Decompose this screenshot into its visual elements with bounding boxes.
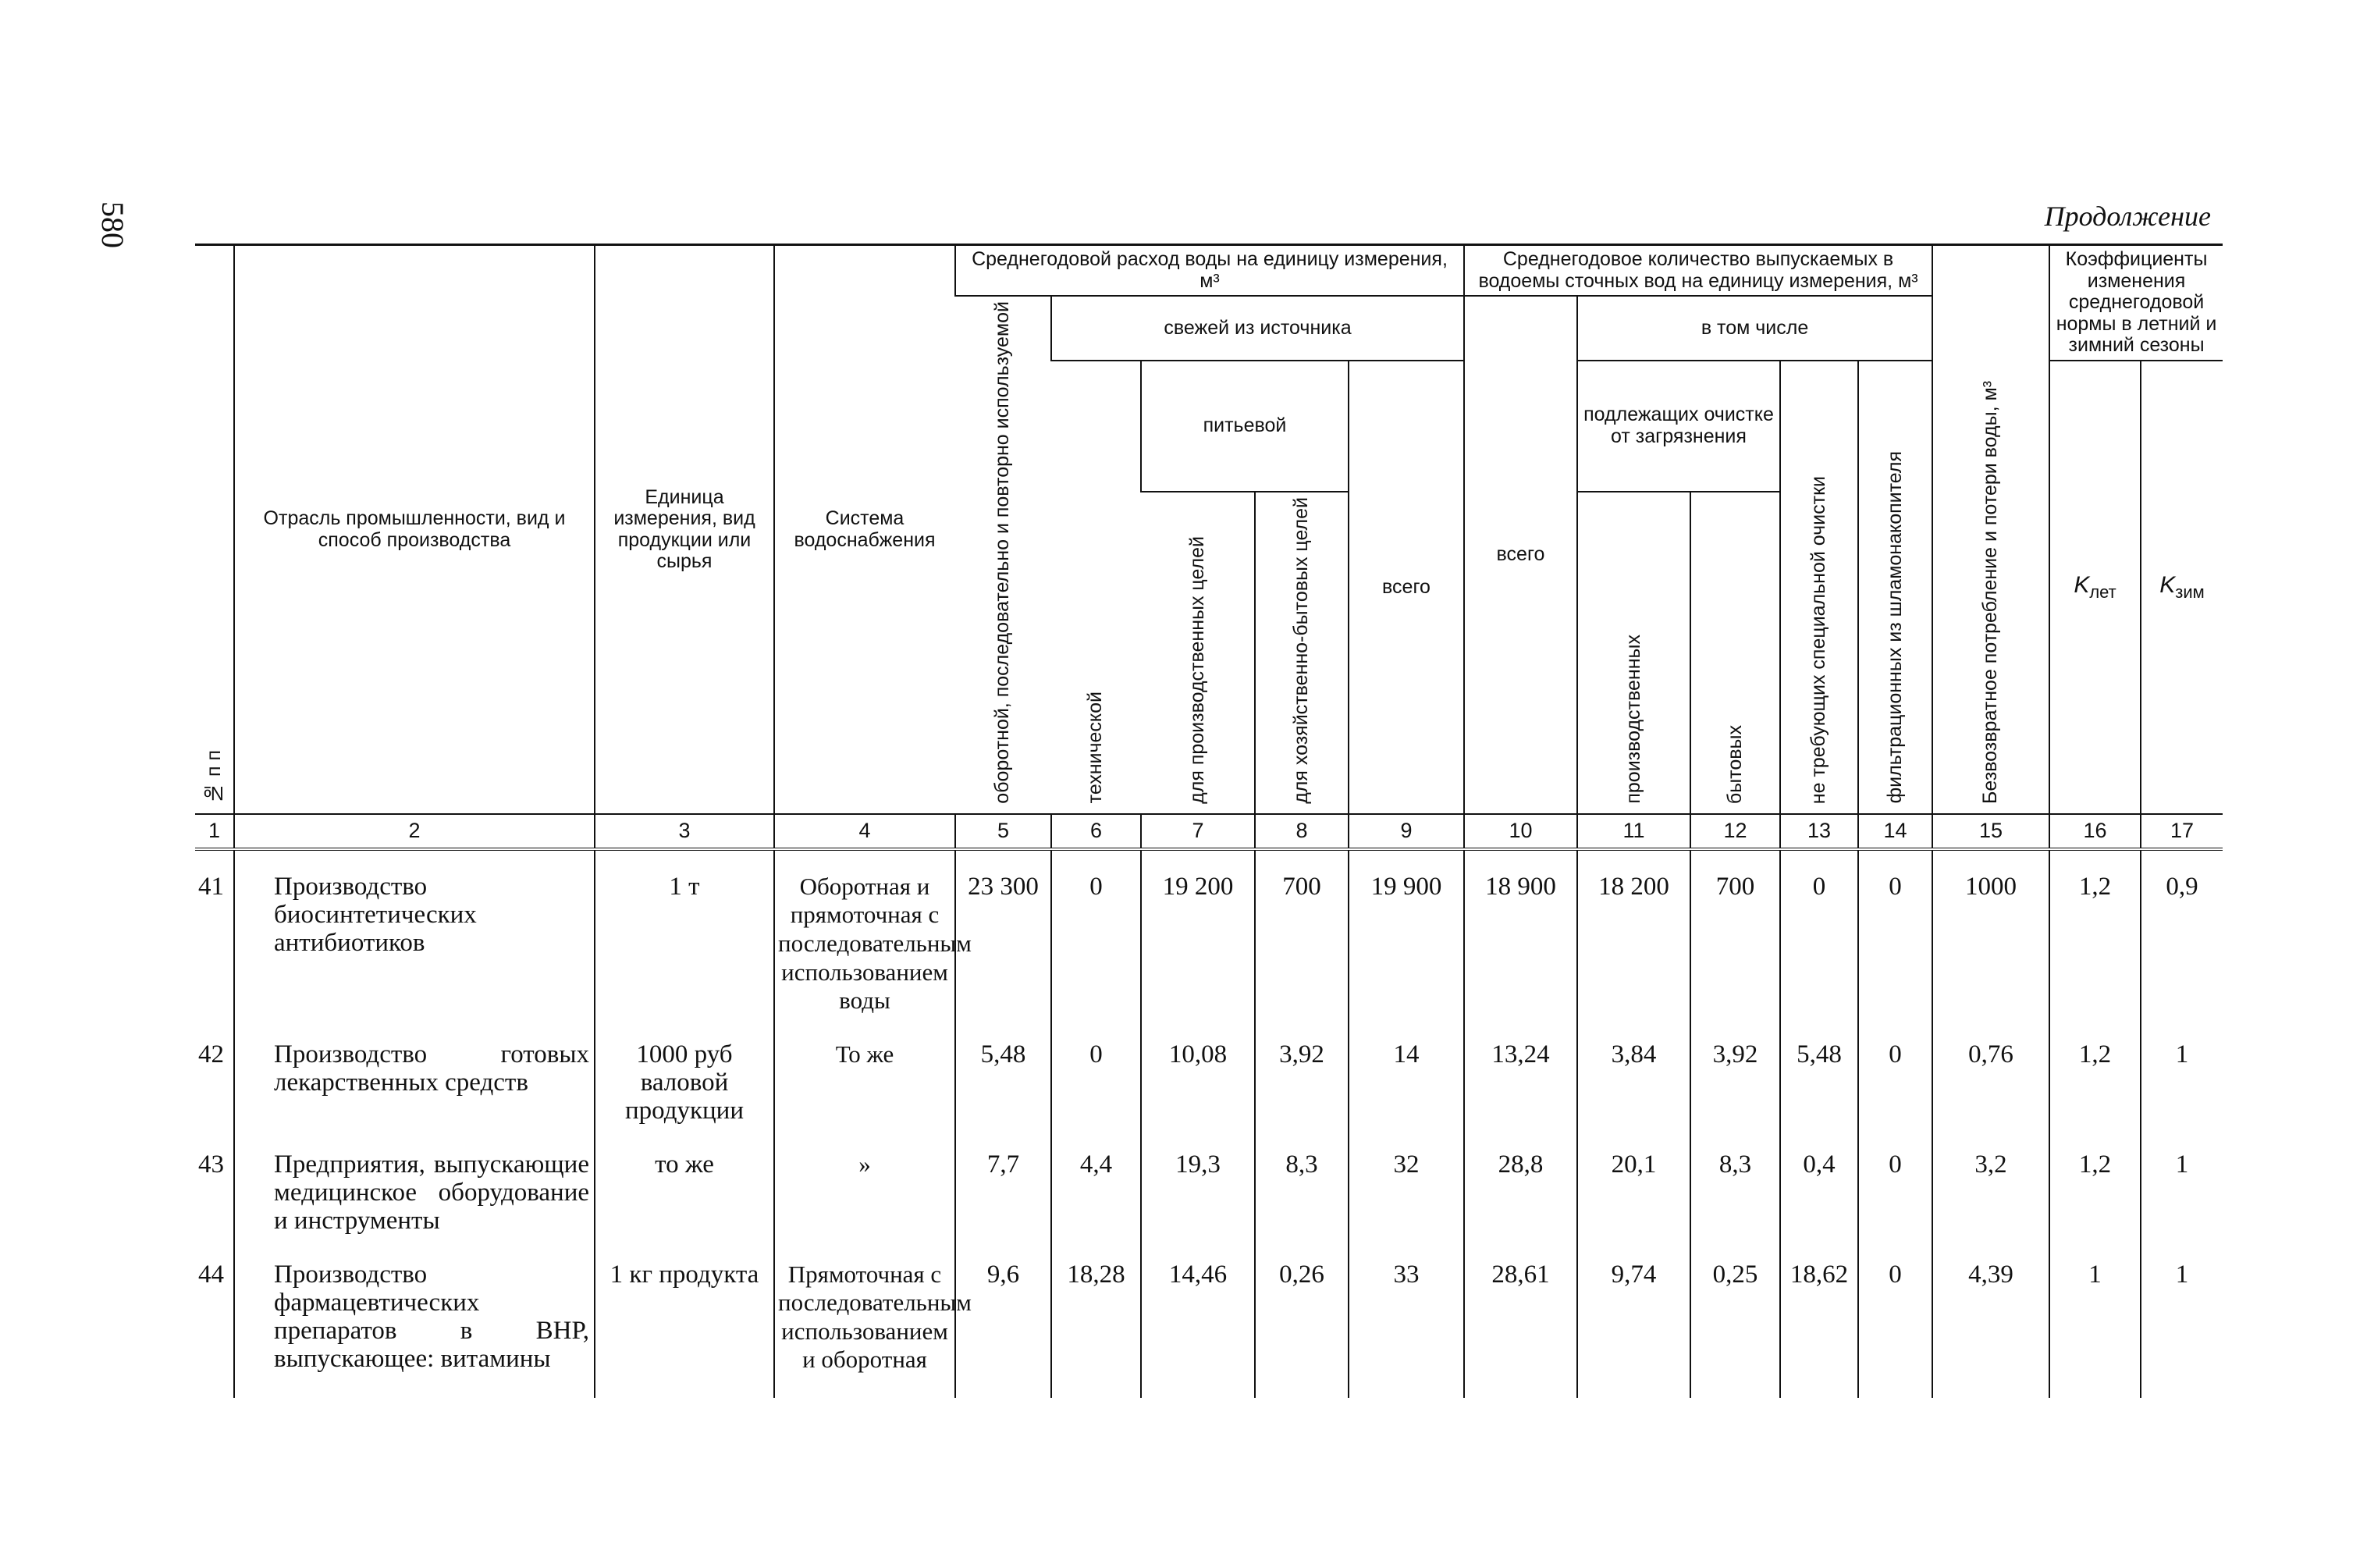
value-cell: 14,46 bbox=[1141, 1239, 1255, 1398]
column-number: 17 bbox=[2141, 814, 2223, 849]
row-number: 44 bbox=[198, 1260, 224, 1289]
value-cell: 19 900 bbox=[1349, 849, 1464, 1019]
header-k-summer: $K_{лет}$ bbox=[2049, 361, 2141, 815]
header-coef-group: Коэффициенты изменения среднегодовой нормы в летний и зимний сезоны bbox=[2049, 245, 2223, 361]
water-consumption-table bbox=[195, 244, 2223, 1398]
value-cell: 0,26 bbox=[1255, 1239, 1349, 1398]
value-cell: 4,4 bbox=[1051, 1129, 1141, 1239]
column-number: 11 bbox=[1577, 814, 1690, 849]
header-recycled: оборотной, последовательно и повторно используемой bbox=[991, 301, 1014, 804]
value-cell: 3,92 bbox=[1690, 1019, 1780, 1129]
header-unit: Единица измерения, вид продукции или сырья bbox=[595, 245, 774, 815]
value-cell: 19,3 bbox=[1141, 1129, 1255, 1239]
page-number: 580 bbox=[95, 201, 130, 248]
value-cell: 1 bbox=[2141, 1019, 2223, 1129]
value-cell: 33 bbox=[1349, 1239, 1464, 1398]
header-consumption-group: Среднегодовой расход воды на единицу измерения, м³ bbox=[955, 245, 1464, 297]
value-cell: 1,2 bbox=[2049, 849, 2141, 1019]
value-cell: 0,4 bbox=[1780, 1129, 1858, 1239]
table-row bbox=[195, 849, 2223, 1019]
value-cell: 5,48 bbox=[955, 1019, 1051, 1129]
header-domestic: бытовых bbox=[1690, 492, 1780, 814]
header-production-purposes: для производственных целей bbox=[1185, 535, 1208, 804]
value-cell: 14 bbox=[1349, 1019, 1464, 1129]
column-number: 12 bbox=[1690, 814, 1780, 849]
value-cell: 7,7 bbox=[955, 1129, 1051, 1239]
value-cell: 9,74 bbox=[1577, 1239, 1690, 1398]
header-discharge-group: Среднегодовое количество выпускаемых в водоемы сточных вод на единицу измерения, м³ bbox=[1464, 245, 1932, 297]
value-cell: 18 900 bbox=[1464, 849, 1577, 1019]
value-cell: 19 200 bbox=[1141, 849, 1255, 1019]
column-number: 1 bbox=[195, 814, 234, 849]
unit-cell: 1 т bbox=[595, 849, 774, 1019]
value-cell: 0,9 bbox=[2141, 849, 2223, 1019]
value-cell: 1 bbox=[2049, 1239, 2141, 1398]
header-consumption-total: всего bbox=[1349, 361, 1464, 815]
industry-cell: Производство готовых лекарственных средств bbox=[234, 1019, 595, 1129]
industry-cell: Производство биосинтетических антибиотиков bbox=[234, 849, 595, 1019]
value-cell: 1,2 bbox=[2049, 1129, 2141, 1239]
header-industry: Отрасль промышленности, вид и способ производства bbox=[234, 245, 595, 815]
system-cell: То же bbox=[774, 1019, 955, 1129]
value-cell: 3,84 bbox=[1577, 1019, 1690, 1129]
value-cell: 5,48 bbox=[1780, 1019, 1858, 1129]
system-cell: Прямоточная с последовательным использованием и оборотная bbox=[774, 1239, 955, 1398]
unit-cell: то же bbox=[595, 1129, 774, 1239]
column-number-row bbox=[195, 814, 2223, 849]
industry-cell: Предприятия, выпускающие медицинское оборудование и инструменты bbox=[234, 1129, 595, 1239]
header-losses: Безвозвратное потребление и потери воды, м³ bbox=[1932, 245, 2049, 815]
value-cell: 0,76 bbox=[1932, 1019, 2049, 1129]
column-number: 7 bbox=[1141, 814, 1255, 849]
table-row bbox=[195, 1019, 2223, 1129]
row-number: 42 bbox=[198, 1040, 224, 1068]
header-k-winter: $K_{зим}$ bbox=[2141, 361, 2223, 815]
header-technical: технической bbox=[1084, 692, 1107, 804]
value-cell: 0,25 bbox=[1690, 1239, 1780, 1398]
value-cell: 0 bbox=[1051, 849, 1141, 1019]
column-number: 13 bbox=[1780, 814, 1858, 849]
value-cell: 8,3 bbox=[1255, 1129, 1349, 1239]
value-cell: 18,28 bbox=[1051, 1239, 1141, 1398]
unit-cell: 1000 руб валовой продукции bbox=[595, 1019, 774, 1129]
value-cell: 3,92 bbox=[1255, 1019, 1349, 1129]
value-cell: 10,08 bbox=[1141, 1019, 1255, 1129]
header-fresh-group: свежей из источника bbox=[1051, 296, 1464, 361]
column-number: 10 bbox=[1464, 814, 1577, 849]
value-cell: 4,39 bbox=[1932, 1239, 2049, 1398]
column-number: 4 bbox=[774, 814, 955, 849]
table-row bbox=[195, 1239, 2223, 1398]
column-number: 14 bbox=[1858, 814, 1932, 849]
row-number: 43 bbox=[198, 1150, 224, 1179]
column-number: 2 bbox=[234, 814, 595, 849]
header-requiring-treatment: подлежащих очистке от загрязнения bbox=[1577, 361, 1780, 492]
value-cell: 0 bbox=[1858, 849, 1932, 1019]
column-number: 16 bbox=[2049, 814, 2141, 849]
header-filtration: фильтрационных из шламонакопителя bbox=[1858, 361, 1932, 815]
value-cell: 18,62 bbox=[1780, 1239, 1858, 1398]
table-row bbox=[195, 1129, 2223, 1239]
value-cell: 13,24 bbox=[1464, 1019, 1577, 1129]
system-cell: Оборотная и прямоточная с последовательным использованием воды bbox=[774, 849, 955, 1019]
value-cell: 3,2 bbox=[1932, 1129, 2049, 1239]
value-cell: 20,1 bbox=[1577, 1129, 1690, 1239]
value-cell: 1,2 bbox=[2049, 1019, 2141, 1129]
value-cell: 0 bbox=[1858, 1129, 1932, 1239]
column-number: 9 bbox=[1349, 814, 1464, 849]
value-cell: 0 bbox=[1780, 849, 1858, 1019]
value-cell: 8,3 bbox=[1690, 1129, 1780, 1239]
value-cell: 0 bbox=[1858, 1019, 1932, 1129]
header-drinking-group: питьевой bbox=[1141, 361, 1349, 492]
value-cell: 0 bbox=[1858, 1239, 1932, 1398]
column-number: 8 bbox=[1255, 814, 1349, 849]
unit-cell: 1 кг продукта bbox=[595, 1239, 774, 1398]
value-cell: 0 bbox=[1051, 1019, 1141, 1129]
value-cell: 28,8 bbox=[1464, 1129, 1577, 1239]
value-cell: 1 bbox=[2141, 1239, 2223, 1398]
value-cell: 28,61 bbox=[1464, 1239, 1577, 1398]
value-cell: 1000 bbox=[1932, 849, 2049, 1019]
header-household-purposes: для хозяйственно-бытовых целей bbox=[1255, 492, 1349, 814]
row-number: 41 bbox=[198, 872, 224, 901]
value-cell: 700 bbox=[1255, 849, 1349, 1019]
header-no-treatment: не требующих специальной очистки bbox=[1780, 361, 1858, 815]
industry-cell: Производство фармацевтических препаратов в ВНР, выпускающее: витамины bbox=[234, 1239, 595, 1398]
value-cell: 9,6 bbox=[955, 1239, 1051, 1398]
header-discharge-total: всего bbox=[1464, 296, 1577, 814]
column-number: 6 bbox=[1051, 814, 1141, 849]
header-system: Система водоснабжения bbox=[774, 245, 955, 815]
value-cell: 700 bbox=[1690, 849, 1780, 1019]
value-cell: 32 bbox=[1349, 1129, 1464, 1239]
value-cell: 18 200 bbox=[1577, 849, 1690, 1019]
header-including: в том числе bbox=[1577, 296, 1932, 361]
continuation-label: Продолжение bbox=[2044, 201, 2211, 232]
value-cell: 23 300 bbox=[955, 849, 1051, 1019]
column-number: 3 bbox=[595, 814, 774, 849]
column-number: 15 bbox=[1932, 814, 2049, 849]
value-cell: 1 bbox=[2141, 1129, 2223, 1239]
system-cell: » bbox=[774, 1129, 955, 1239]
column-number: 5 bbox=[955, 814, 1051, 849]
header-industrial: производственных bbox=[1577, 492, 1690, 814]
header-rownum: № п п bbox=[202, 749, 225, 804]
